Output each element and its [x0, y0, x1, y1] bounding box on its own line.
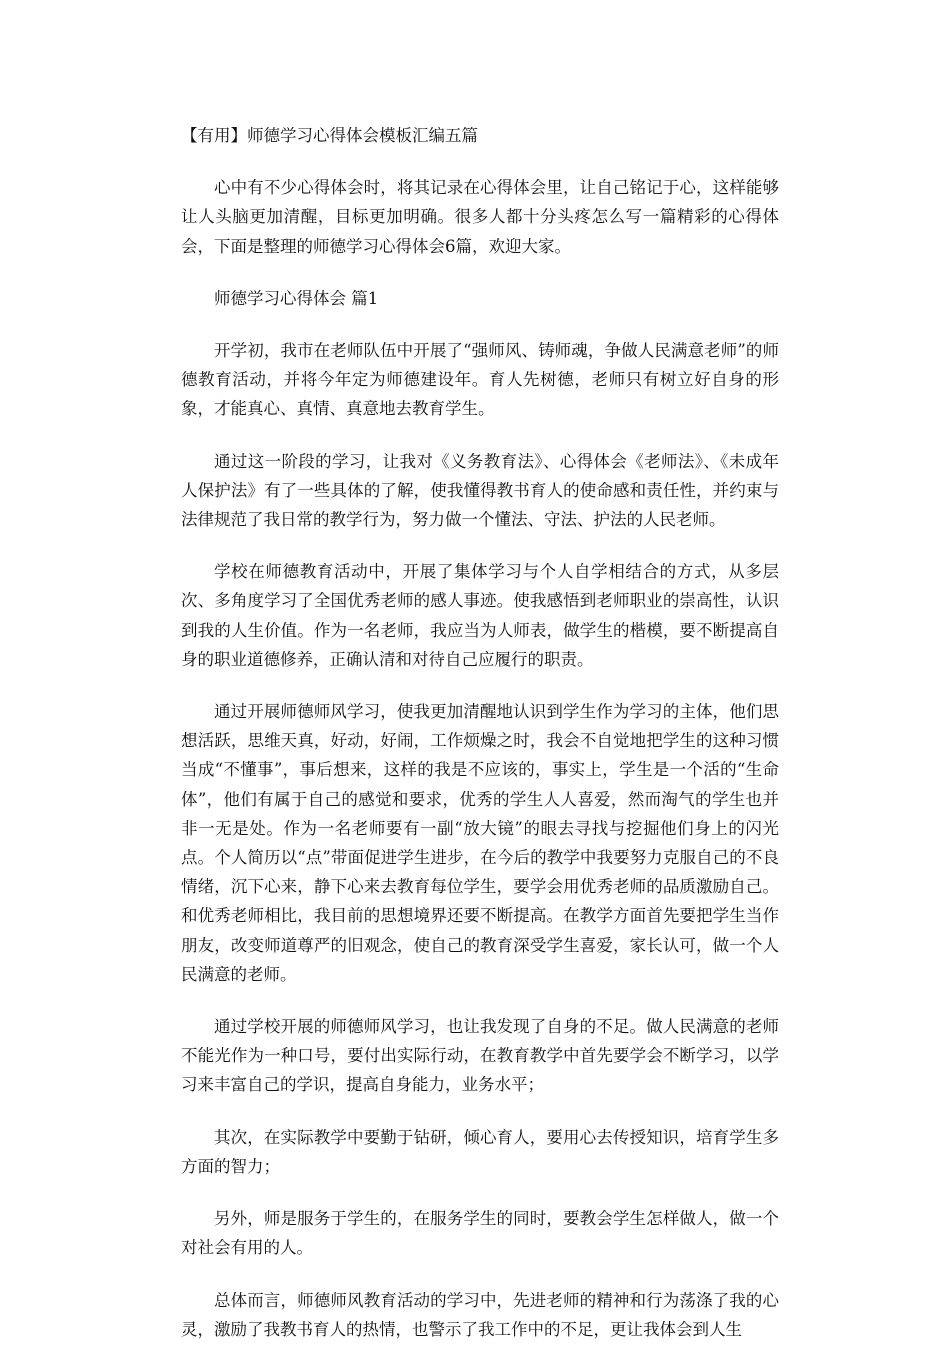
section-heading: 师德学习心得体会 篇1 — [214, 288, 379, 308]
document-body — [181, 121, 779, 1367]
intro-paragraph: 心中有不少心得体会时，将其记录在心得体会里，让自己铭记于心，这样能够让人头脑更加清醒，目标更加明确。很多人都十分头疼怎么写一篇精彩的心得体会，下面是整理的师德学习心得体会6篇，欢迎大家。 — [181, 178, 779, 256]
body-paragraph: 学校在师德教育活动中，开展了集体学习与个人自学相结合的方式，从多层次、多角度学习了全国优秀老师的感人事迹。使我感悟到老师职业的崇高性，认识到我的人生价值。作为一名老师，我应当为人师表，做学生的楷模，要不断提高自身的职业道德修养，正确认清和对待自己应履行的职责。 — [181, 562, 779, 669]
body-paragraph: 通过这一阶段的学习，让我对《义务教育法》、心得体会《老师法》、《未成年人保护法》有了一些具体的了解，使我懂得教书育人的使命感和责任性，并约束与法律规范了我日常的教学行为，努力做一个懂法、守法、护法的人民老师。 — [181, 451, 779, 530]
body-paragraph: 其次，在实际教学中要勤于钻研，倾心育人，要用心去传授知识，培育学生多方面的智力； — [181, 1127, 779, 1176]
body-paragraph: 另外，师是服务于学生的，在服务学生的同时，要教会学生怎样做人，做一个对社会有用的人。 — [181, 1209, 779, 1258]
document-title: 【有用】师德学习心得体会模板汇编五篇 — [181, 126, 478, 145]
body-paragraph: 开学初，我市在老师队伍中开展了“强师风、铸师魂，争做人民满意老师”的师德教育活动，并将今年定为师德建设年。育人先树德，老师只有树立好自身的形象，才能真心、真情、真意地去教育学生。 — [181, 341, 779, 419]
body-paragraph: 通过开展师德师风学习，使我更加清醒地认识到学生作为学习的主体，他们思想活跃，思维天真，好动，好闹，工作烦燥之时，我会不自觉地把学生的这种习惯当成“不懂事”，事后想来，这样的我是不应该的，事实上，学生是一个活的“生命体”，他们有属于自己的感觉和要求，优秀的学生人人喜爱，然而淘气的学生也并非一无是处。作为一名老师要有一副“放大镜”的眼去寻找与挖掘他们身上的闪光点。个人简历以“点”带面促进学生进步，在今后的教学中我要努力克服自己的不良情绪，沉下心来，静下心来去教育每位学生，要学会用优秀老师的品质激励自己。和优秀老师相比，我目前的思想境界还要不断提高。在教学方面首先要把学生当作朋友，改变师道尊严的旧观念，使自己的教育深受学生喜爱，家长认可，做一个人民满意的老师。 — [181, 702, 779, 984]
body-paragraph: 总体而言，师德师风教育活动的学习中，先进老师的精神和行为荡涤了我的心灵，激励了我教书育人的热情，也警示了我工作中的不足，更让我体会到人生 — [181, 1290, 779, 1339]
body-paragraph: 通过学校开展的师德师风学习，也让我发现了自身的不足。做人民满意的老师不能光作为一种口号，要付出实际行动，在教育教学中首先要学会不断学习，以学习来丰富自己的学识，提高自身能力，业务水平； — [181, 1017, 779, 1095]
